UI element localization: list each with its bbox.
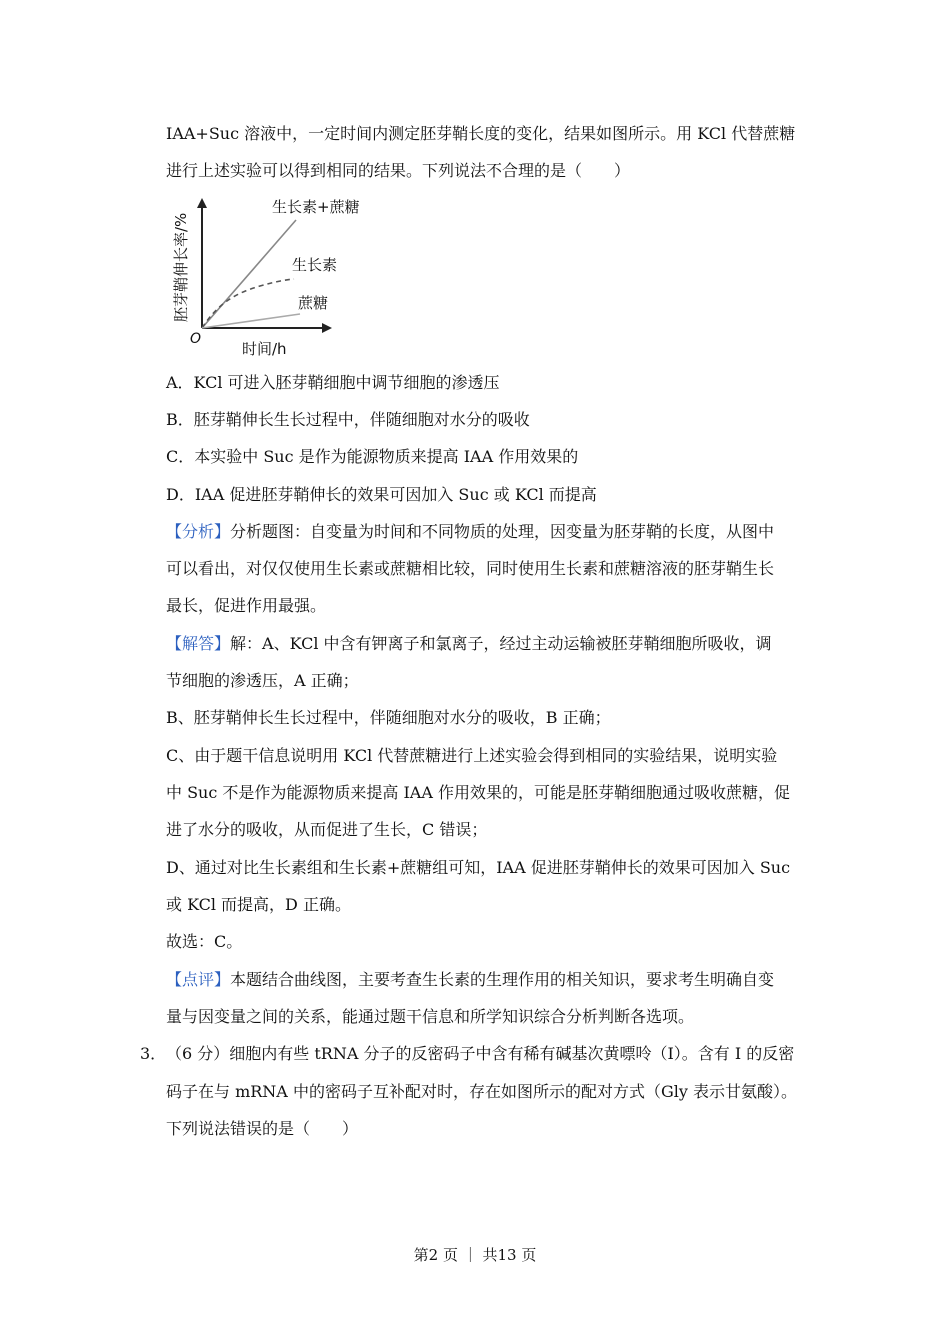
series-label-auxin: 生长素 — [292, 256, 338, 274]
answer-line-5: 中 Suc 不是作为能源物质来提高 IAA 作用效果的，可能是胚芽鞘细胞通过吸收蔗糖，促 — [166, 783, 791, 802]
answer-line-8: 或 KCl 而提高，D 正确。 — [166, 895, 351, 914]
origin-label: O — [190, 331, 202, 347]
comment-line-1 — [166, 968, 774, 992]
x-axis-label: 时间/h — [242, 340, 287, 358]
question-stem-line-2: 进行上述实验可以得到相同的结果。下列说法不合理的是（ ） — [166, 161, 631, 180]
answer-line-6: 进了水分的吸收，从而促进了生长，C 错误； — [166, 820, 488, 839]
analysis-line-2: 可以看出，对仅仅使用生长素或蔗糖相比较，同时使用生长素和蔗糖溶液的胚芽鞘生长 — [166, 559, 775, 578]
analysis-tag: 【分析】 — [166, 522, 231, 541]
answer-line-4: C、由于题干信息说明用 KCl 代替蔗糖进行上述实验会得到相同的实验结果，说明实验 — [166, 746, 778, 765]
answer-tag: 【解答】 — [166, 634, 231, 653]
option-c: C．本实验中 Suc 是作为能源物质来提高 IAA 作用效果的 — [166, 447, 579, 466]
comment-text-1: 本题结合曲线图，主要考查生长素的生理作用的相关知识，要求考生明确自变 — [230, 970, 775, 989]
answer-line-3: B、胚芽鞘伸长生长过程中，伴随细胞对水分的吸收，B 正确； — [166, 708, 611, 727]
answer-line-1 — [166, 632, 772, 656]
question-stem-line-1: IAA+Suc 溶液中，一定时间内测定胚芽鞘长度的变化，结果如图所示。用 KCl 代替蔗糖 — [166, 124, 796, 143]
option-d: D．IAA 促进胚芽鞘伸长的效果可因加入 Suc 或 KCl 而提高 — [166, 485, 597, 504]
growth-chart-svg — [160, 190, 380, 370]
series-label-sucrose: 蔗糖 — [298, 294, 329, 312]
series-line-auxin-sucrose — [202, 220, 296, 328]
series-label-auxin-sucrose: 生长素+蔗糖 — [272, 198, 360, 216]
comment-line-2: 量与因变量之间的关系，能通过题干信息和所学知识综合分析判断各选项。 — [166, 1007, 695, 1026]
question-3-line-2: 码子在与 mRNA 中的密码子互补配对时，存在如图所示的配对方式（Gly 表示甘氨酸）。 — [166, 1082, 797, 1101]
answer-line-2: 节细胞的渗透压，A 正确； — [166, 671, 359, 690]
question-3-line-3: 下列说法错误的是（ ） — [166, 1119, 359, 1138]
question-3-number: 3． — [140, 1044, 167, 1063]
series-line-sucrose — [202, 314, 300, 328]
x-axis-arrow — [322, 323, 332, 333]
answer-line-7: D、通过对比生长素组和生长素+蔗糖组可知，IAA 促进胚芽鞘伸长的效果可因加入 Suc — [166, 858, 791, 877]
analysis-line-3: 最长，促进作用最强。 — [166, 596, 327, 615]
y-axis-arrow — [197, 198, 207, 208]
question-3-line-1: （6 分）细胞内有些 tRNA 分子的反密码子中含有稀有碱基次黄嘌呤（I）。含有 I 的反密 — [166, 1044, 795, 1063]
growth-chart — [160, 190, 380, 370]
page-footer: 第2 页 ｜ 共13 页 — [413, 1246, 537, 1264]
option-b: B．胚芽鞘伸长生长过程中，伴随细胞对水分的吸收 — [166, 410, 530, 429]
comment-tag: 【点评】 — [166, 970, 231, 989]
analysis-text-1: 分析题图：自变量为时间和不同物质的处理，因变量为胚芽鞘的长度，从图中 — [230, 522, 775, 541]
answer-line-9: 故选：C。 — [166, 932, 243, 951]
option-a: A．KCl 可进入胚芽鞘细胞中调节细胞的渗透压 — [166, 373, 500, 392]
answer-text-1: 解：A、KCl 中含有钾离子和氯离子，经过主动运输被胚芽鞘细胞所吸收，调 — [230, 634, 772, 653]
y-axis-label: 胚芽鞘伸长率/% — [172, 212, 190, 322]
analysis-line-1 — [166, 520, 774, 544]
